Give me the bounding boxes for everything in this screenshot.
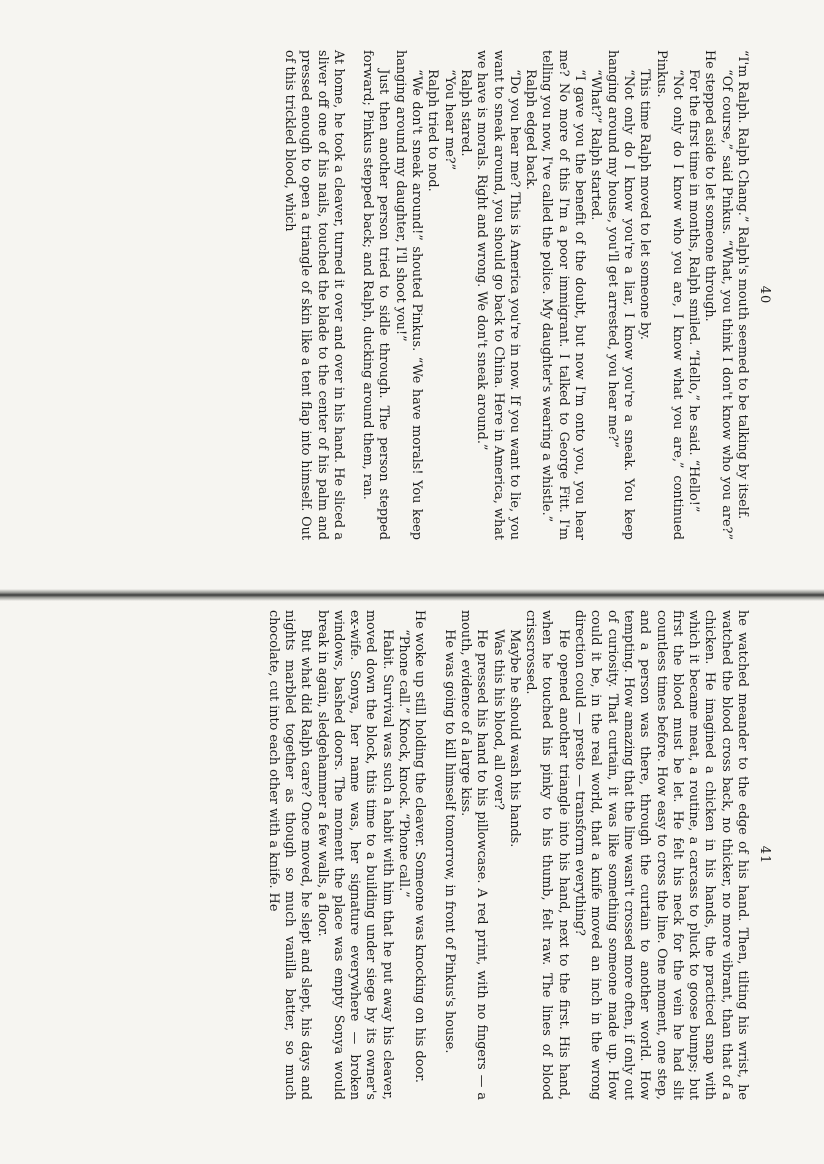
paragraph: For the first time in months, Ralph smiled. “Hello,” he said. “Hello!” (686, 69, 702, 513)
paragraph: Habit. Survival was such a habit with him that he put away his cleaver, moved down the block, this time to a building under siege by its owner's ex-wife. Sonya, her name was, her signature everywhere — broken windows, bashed doors. The moment the place was empty Sonya would break in again, sledgehammer a few walls, a floor. (314, 610, 395, 1100)
paragraph: Was this his blood, all over? (490, 629, 506, 810)
paragraph: Ralph stared. (457, 69, 473, 157)
paragraph: “I'm Ralph. Ralph Chang.” Ralph's mouth seemed to be talking by itself. (735, 50, 750, 520)
paragraph: “Of course,” said Pinkus. “What, you think I don't know who you are?” He stepped aside to let someone through. (702, 50, 734, 540)
paragraph: This time Ralph moved to let someone by. (637, 69, 653, 340)
paragraph: “Do you hear me? This is America you're in now. If you want to lie, you want to sneak around, you should go back to China. Here in America, what we have is morals. Right and wrong. We don't sneak around.” (474, 50, 522, 540)
page-40 (202, 50, 772, 540)
paragraph: But what did Ralph care? Once moved, he slept and slept, his days and nights marbled together as though so much vanilla batter, so much chocolate, cut into each other with a knife. He (265, 610, 314, 1100)
paragraph: At home, he took a cleaver, turned it over and over in his hand. He sliced a sliver off one of his nails, touched the blade to the center of his palm and pressed enough to open a triangle of skin like a tent flap into himself. Out of this trickled blood, which (281, 50, 346, 540)
paragraph: Maybe he should wash his hands. (506, 629, 522, 848)
paragraph: “I gave you the benefit of the doubt, but now I'm onto you, you hear me? No more of this I'm a poor immigrant. I talked to George Fitt. I'm telling you now, I've called the police. My daughter's wearing a whistle.” (539, 50, 588, 540)
paragraph: Just then another person tried to sidle through. The person stepped forward; Pinkus stepped back; and Ralph, ducking around them, ran. (360, 50, 392, 540)
paragraph: Ralph edged back. (523, 69, 539, 190)
paragraph: “What?” Ralph started. (588, 69, 604, 221)
page-number: 41 (757, 845, 772, 865)
paragraph: He was going to kill himself tomorrow, in front of Pinkus's house. (441, 629, 457, 1054)
paragraph: “Phone call.” Knock, knock. “Phone call.” (396, 629, 412, 898)
book-gutter (0, 589, 824, 601)
paragraph: he watched meander to the edge of his hand. Then, tilting his wrist, he watched the blood cross back, no thicker, no more vibrant, than that of a chicken. He imagined a chicken in his hands, the practiced snap with which it became meat, a routine, a carcass to pluck to goose bumps; but first the blood must be let. He felt his neck for the vein he had slit countless times before. How easy to cross the line. One moment, one step, and a person was there, through the curtain to another world. How tempting. How amazing that the line wasn't crossed more often, if only out of curiosity. That curtain, it was like something someone made up. How could it be, in the real world, that a knife moved an inch in the wrong direction could — presto — transform everything? (572, 610, 750, 1100)
page-number: 40 (757, 285, 772, 305)
paragraph: “We don't sneak around!” shouted Pinkus. “We have morals! You keep hanging around my daughter, I'll shoot you!” (392, 50, 425, 540)
page-41 (202, 610, 772, 1100)
paragraph: “Not only do I know who you are, I know what you are,” continued Pinkus. (653, 50, 685, 540)
paragraph: “Not only do I know you're a liar, I know you're a sneak. You keep hanging around my house, you'll get arrested, you hear me?” (604, 50, 636, 540)
paragraph: “You hear me?” (441, 69, 457, 171)
paragraph: He woke up still holding the cleaver. Someone was knocking on his door. (412, 610, 428, 1083)
paragraph: He pressed his hand to his pillowcase. A red print, with no fingers — a mouth, evidence of a large kiss. (457, 610, 490, 1100)
paragraph: Ralph tried to nod. (425, 69, 441, 192)
paragraph: He opened another triangle into his hand, next to the first. His hand, when he touched his pinky to his thumb, felt raw. The lines of blood crisscrossed. (523, 610, 571, 1100)
